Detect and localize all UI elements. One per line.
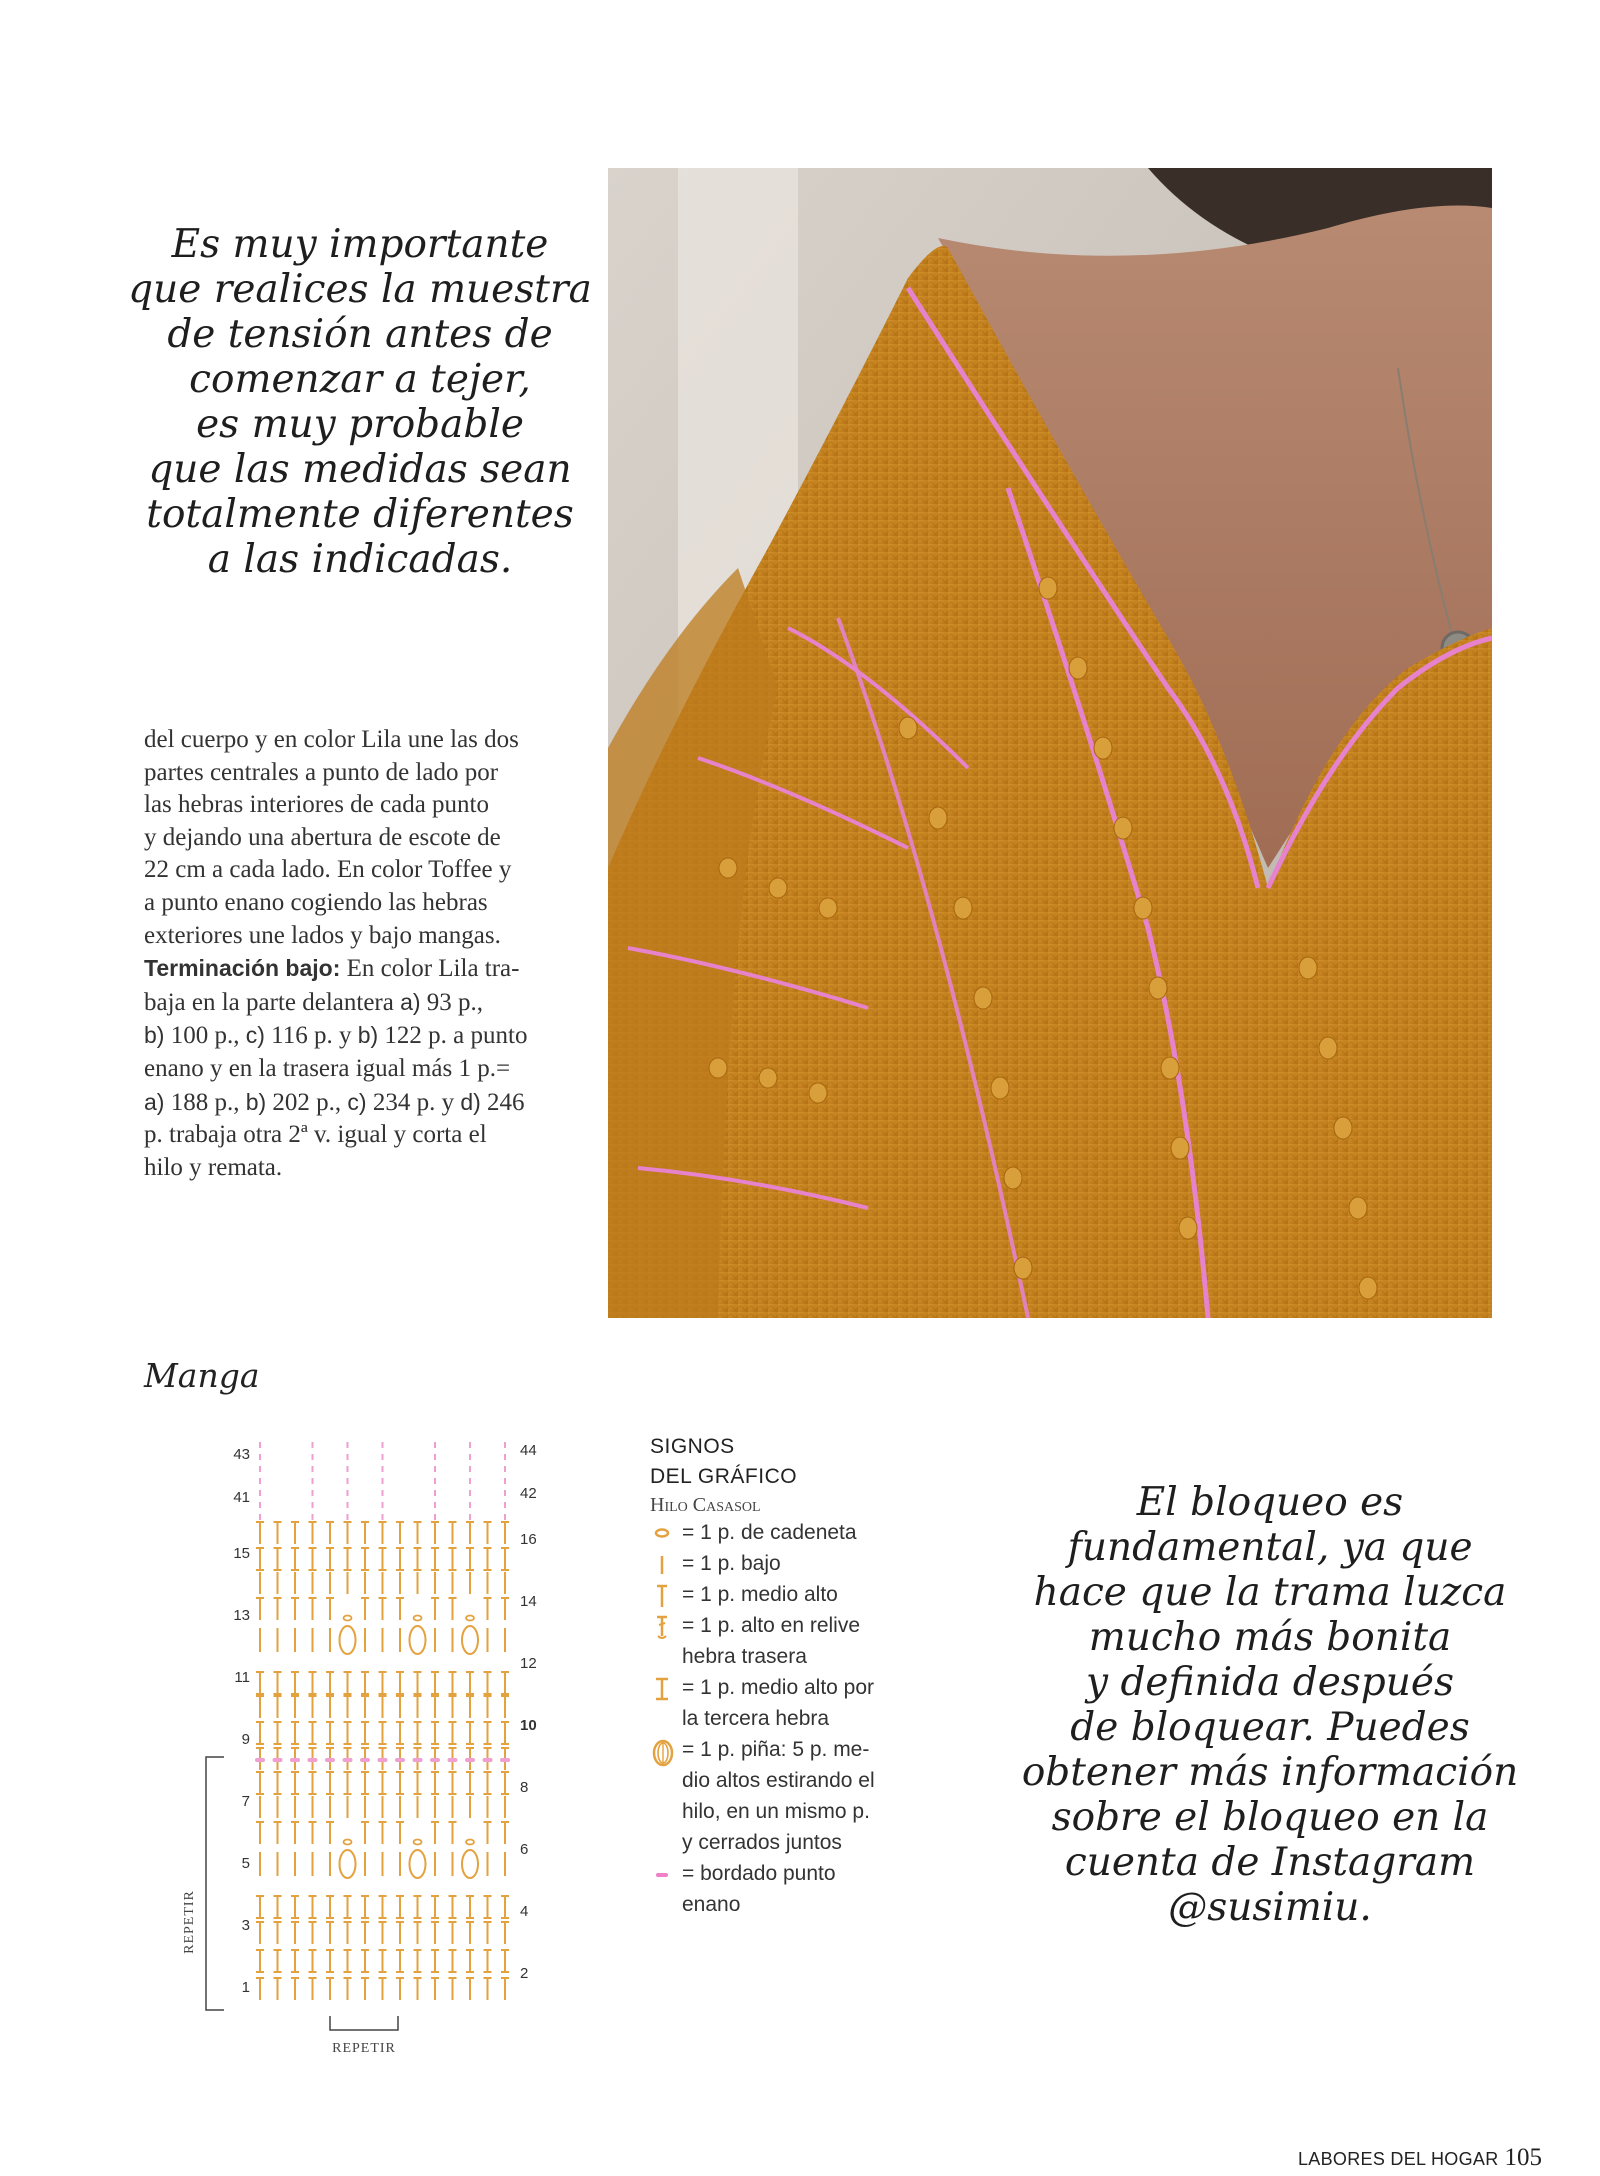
single-crochet-icon — [650, 1552, 678, 1578]
back-post-double-crochet-icon — [650, 1614, 678, 1640]
quote-line: cuenta de Instagram — [1064, 1840, 1476, 1885]
bobble — [1134, 897, 1152, 919]
body-line — [144, 952, 568, 986]
row-number: 8 — [520, 1779, 529, 1796]
quote-line: de bloquear. Puedes — [1070, 1705, 1470, 1750]
repeat-label-horizontal: REPETIR — [332, 2041, 396, 2056]
bobble — [974, 987, 992, 1009]
puff-stitch-icon — [650, 1736, 678, 1770]
quote-line: a las indicadas. — [207, 537, 513, 582]
sweater-photo — [608, 168, 1492, 1318]
quote-line: sobre el bloqueo en la — [1051, 1795, 1489, 1840]
legend-item-puff — [650, 1734, 980, 1858]
quote-line: fundamental, ya que — [1067, 1525, 1473, 1570]
legend-text: = 1 p. alto en relive — [682, 1614, 861, 1637]
legend-text: hilo, en un mismo p. — [682, 1800, 870, 1823]
bobble — [1004, 1167, 1022, 1189]
body-line: a punto enano cogiendo las hebras — [144, 888, 488, 916]
bobble — [769, 878, 787, 898]
chart-puff-stitch — [462, 1850, 478, 1878]
row-number: 7 — [241, 1793, 250, 1810]
row-number: 13 — [233, 1607, 250, 1624]
bobble — [1149, 977, 1167, 999]
legend-text: dio altos estirando el — [682, 1769, 875, 1792]
body-text-run: 100 p., — [164, 1022, 246, 1050]
pull-quote-bottom — [1020, 1480, 1520, 1930]
bobble — [1334, 1117, 1352, 1139]
body-line: 22 cm a cada lado. En color Toffee y — [144, 856, 512, 884]
bobble — [1161, 1057, 1179, 1079]
chain-stitch-icon — [650, 1521, 678, 1547]
size-label: d) — [460, 1088, 481, 1115]
body-line: las hebras interiores de cada punto — [144, 791, 490, 819]
page-number: 105 — [1504, 2144, 1542, 2171]
bobble — [1171, 1137, 1189, 1159]
quote-line: y definida después — [1086, 1660, 1454, 1705]
bobble — [1299, 957, 1317, 979]
quote-line: totalmente diferentes — [146, 492, 574, 537]
bobble — [1114, 817, 1132, 839]
body-text-run: 93 p., — [420, 988, 484, 1016]
legend-title: DEL GRÁFICO — [650, 1465, 798, 1488]
row-number: 41 — [233, 1489, 250, 1506]
chart-legend — [650, 1432, 980, 1920]
legend-text: la tercera hebra — [682, 1707, 830, 1730]
chart-puff-stitch — [340, 1626, 356, 1654]
bobble — [1094, 737, 1112, 759]
body-line: del cuerpo y en color Lila une las dos — [144, 726, 519, 753]
row-number: 3 — [241, 1917, 250, 1934]
row-number: 11 — [234, 1669, 250, 1686]
size-label: b) — [144, 1022, 165, 1049]
legend-text: = 1 p. medio alto por — [682, 1676, 875, 1699]
body-line — [144, 1019, 568, 1053]
legend-text: = bordado punto — [682, 1862, 836, 1885]
bobble — [819, 898, 837, 918]
quote-line: El bloqueo es — [1136, 1480, 1404, 1525]
half-double-crochet-icon — [650, 1583, 678, 1609]
legend-item-chain — [650, 1517, 980, 1548]
body-line — [144, 1086, 568, 1120]
quote-line: es muy probable — [196, 402, 524, 447]
legend-text: y cerrados juntos — [682, 1831, 842, 1854]
size-label: a) — [144, 1088, 165, 1115]
row-number: 42 — [520, 1485, 537, 1502]
row-number: 16 — [520, 1531, 537, 1548]
chart-chain-stitch — [466, 1840, 474, 1845]
body-text-run: 246 — [480, 1088, 525, 1116]
body-line: p. trabaja otra 2ª v. igual y corta el — [144, 1121, 487, 1149]
body-text-run: 116 p. y — [264, 1022, 358, 1050]
chart-chain-stitch — [414, 1840, 422, 1845]
repeat-label-vertical: REPETIR — [182, 1890, 197, 1954]
bobble — [1039, 577, 1057, 599]
chart-grid — [256, 1442, 509, 2000]
body-line: y dejando una abertura de escote de — [144, 823, 501, 851]
right-row-numbers — [520, 1442, 537, 1982]
legend-text: = 1 p. medio alto — [682, 1583, 838, 1606]
row-number: 15 — [233, 1545, 250, 1562]
body-text-run: 188 p., — [164, 1088, 246, 1116]
legend-item-half-double — [650, 1579, 980, 1610]
body-text-run: baja en la parte delantera — [144, 988, 401, 1016]
chart-puff-stitch — [340, 1850, 356, 1878]
chart-puff-stitch — [462, 1626, 478, 1654]
bobble — [954, 897, 972, 919]
quote-line: que realices la muestra — [128, 267, 592, 312]
body-line — [144, 986, 568, 1020]
bobble — [1069, 657, 1087, 679]
repeat-bracket-horizontal — [330, 2016, 398, 2030]
chart-title: Manga — [144, 1356, 260, 1395]
bobble — [709, 1058, 727, 1078]
quote-line: comenzar a tejer, — [189, 357, 531, 402]
yarn-brand: Hilo Casasol — [650, 1494, 761, 1516]
chart-chain-stitch — [414, 1616, 422, 1621]
row-number: 4 — [520, 1903, 529, 1920]
magazine-name: LABORES DEL HOGAR — [1298, 2149, 1499, 2169]
quote-line: Es muy importante — [171, 222, 549, 267]
pull-quote-top — [120, 222, 600, 582]
size-label: c) — [347, 1088, 367, 1115]
size-label: b) — [357, 1022, 379, 1049]
bobble — [809, 1083, 827, 1103]
legend-item-embroidery — [650, 1858, 980, 1920]
legend-text: hebra trasera — [682, 1645, 807, 1668]
third-loop-half-double-icon — [650, 1676, 678, 1702]
bobble — [1014, 1257, 1032, 1279]
chart-chain-stitch — [344, 1616, 352, 1621]
bobble — [899, 717, 917, 739]
chart-puff-stitch — [410, 1850, 426, 1878]
instructions-text — [144, 724, 568, 1184]
page-footer — [1298, 2144, 1542, 2172]
chart-puff-stitch — [410, 1626, 426, 1654]
body-text-run: 202 p., — [266, 1088, 348, 1116]
quote-line: mucho más bonita — [1088, 1615, 1452, 1660]
quote-line: que las medidas sean — [148, 447, 572, 492]
chart-chain-stitch — [466, 1616, 474, 1621]
row-number: 2 — [520, 1965, 529, 1982]
legend-text: enano — [682, 1893, 741, 1916]
bobble — [991, 1077, 1009, 1099]
row-number: 5 — [241, 1855, 250, 1872]
row-number: 43 — [233, 1446, 250, 1463]
row-number: 10 — [520, 1717, 537, 1734]
stitch-chart — [150, 1432, 550, 2062]
row-number: 44 — [520, 1442, 537, 1459]
quote-line: hace que la trama luzca — [1033, 1570, 1507, 1615]
legend-item-back-post — [650, 1610, 980, 1672]
legend-item-third-loop — [650, 1672, 980, 1734]
body-text-run: 122 p. a punto — [378, 1022, 528, 1050]
bobble — [759, 1068, 777, 1088]
left-row-numbers — [233, 1446, 250, 1996]
size-label: c) — [245, 1022, 265, 1049]
slip-stitch-embroidery-icon — [650, 1862, 678, 1888]
bobble — [1319, 1037, 1337, 1059]
bobble — [719, 858, 737, 878]
body-text-run: 234 p. y — [366, 1088, 461, 1116]
size-label: a) — [400, 988, 421, 1015]
bobble — [929, 807, 947, 829]
legend-item-single-crochet — [650, 1548, 980, 1579]
row-number: 14 — [520, 1593, 537, 1610]
body-line: hilo y remata. — [144, 1153, 283, 1181]
body-line: enano y en la trasera igual más 1 p.= — [144, 1054, 511, 1082]
row-number: 12 — [520, 1655, 537, 1672]
row-number: 6 — [520, 1841, 529, 1858]
chart-chain-stitch — [344, 1840, 352, 1845]
bobble — [1349, 1197, 1367, 1219]
row-number: 9 — [241, 1731, 250, 1748]
body-text-run: En color Lila tra- — [340, 955, 520, 983]
section-heading: Terminación bajo: — [144, 955, 341, 982]
quote-line: @susimiu. — [1168, 1885, 1372, 1930]
repeat-bracket-vertical — [206, 1757, 224, 2010]
body-line: partes centrales a punto de lado por — [144, 758, 499, 786]
size-label: b) — [245, 1088, 267, 1115]
legend-text: = 1 p. bajo — [682, 1552, 781, 1575]
row-number: 1 — [241, 1979, 250, 1996]
bobble — [1179, 1217, 1197, 1239]
legend-text: = 1 p. de cadeneta — [682, 1521, 857, 1544]
bobble — [1359, 1277, 1377, 1299]
body-line: exteriores une lados y bajo mangas. — [144, 921, 501, 949]
quote-line: de tensión antes de — [167, 312, 553, 357]
legend-text: = 1 p. piña: 5 p. me- — [682, 1738, 870, 1761]
legend-title: SIGNOS — [650, 1435, 735, 1458]
quote-line: obtener más información — [1021, 1750, 1519, 1795]
